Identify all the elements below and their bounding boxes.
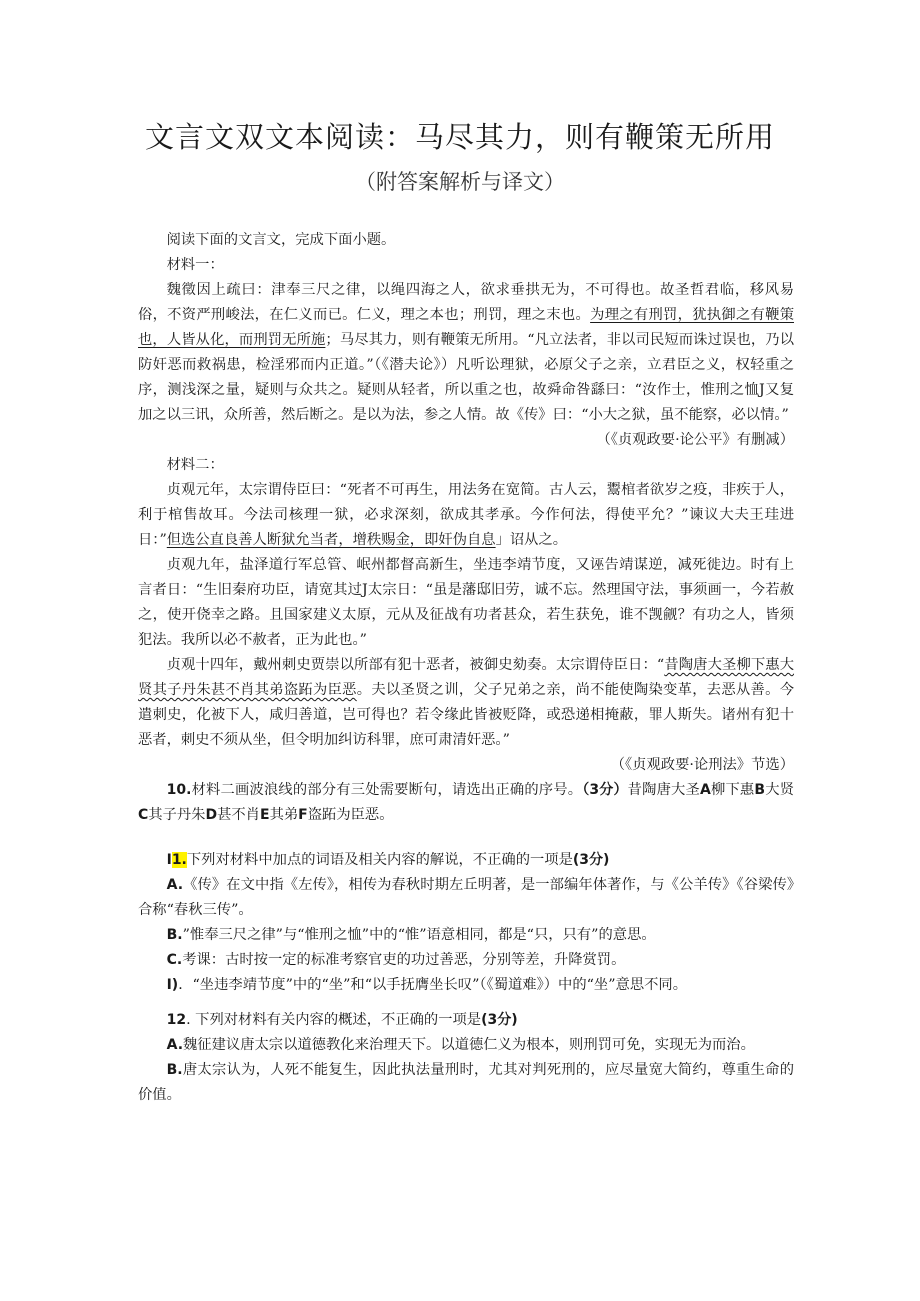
material1-source: （《贞观政要·论公平》有删减） [596,432,794,448]
q11-option-d: I)．“坐违李靖节度”中的“坐”和“以手抚膺坐长叹”（《蜀道难》）中的“坐”意思不同。 [166,977,688,993]
highlight-mark: 1. [171,852,187,868]
question-11: I1.下列对材料中加点的词语及相关内容的解说，不正确的一项是(3分) [166,852,610,868]
underlined-sentence: 为理之有刑罚，犹执御之有鞭策也，人皆从化，而刑罚无所施 [138,307,794,348]
q11-option-c: C.考课：古时按一定的标准考察官吏的功过善恶，分别等差，升降赏罚。 [166,952,626,968]
material1-heading: 材料一： [166,257,224,273]
q11-option-b: B.”惟奉三尺之律”与“惟刑之恤”中的“惟”语意相同，都是“只，只有”的意思。 [166,927,656,943]
page-subtitle: （附答案解析与译文） [355,170,565,194]
material2-heading: 材料二： [166,457,224,473]
material1-paragraph: 魏徵因上疏曰：津奉三尺之律，以绳四海之人，欲求垂拱无为，不可得也。故圣哲君临，移风易俗，不资严刑峻法，在仁义而已。仁义，理之本也；刑罚，理之末也。为理之有刑罚，犹执御之有鞭策也，人皆从化，而刑罚无所施；马尽其力，则有鞭策无所用。“凡立法者，非以司民短而诛过误也，乃以防奸恶而救祸患，检淫邪而内正道。”（《潜夫论》）凡听讼理狱，必原父子之亲，立君臣之义，权轻重之序，测浅深之量，疑则与众共之。疑则从轻者，所以重之也，故舜命咎繇曰：“汝作士，惟刑之恤J又复加之以三讯，众所善，然后断之。是以为法，参之人情。故《传》曰：“小大之狱，虽不能察，必以情。” [138,282,795,423]
document-body [138,228,794,1108]
material2-paragraph-1: 贞观元年，太宗谓侍臣曰：“死者不可再生，用法务在宽简。古人云，鬻棺者欲岁之疫，非疾于人，利于棺售故耳。今法司核理一狱，必求深刻，欲成其孝承。今作何法，得使平允？”谏议大夫王珪进日：”但选公直良善人断狱允当者，增秩赐金，即奸伪自息」诏从之。 [138,482,794,548]
q11-option-a: A.《传》在文中指《左传》，相传为春秋时期左丘明著，是一部编年体著作，与《公羊传》《谷梁传》合称“春秋三传”。 [138,877,794,918]
intro-instruction: 阅读下面的文言文，完成下面小题。 [166,232,396,248]
question-12: 12. 下列对材料有关内容的概述，不正确的一项是(3分) [166,1012,518,1028]
wavy-underlined-sentence: 昔陶唐大圣柳下惠大贤其子丹朱甚不肖其弟盗跖为臣恶 [138,657,795,698]
material2-source: （《贞观政要·论刑法》节选） [610,757,794,773]
question-10: 10.材料二画波浪线的部分有三处需要断句，请选出正确的序号。（3分）昔陶唐大圣A柳下惠B大贤C其子丹朱D甚不肖E其弟F盗跖为臣恶。 [138,782,795,823]
q12-option-b: B.唐太宗认为，人死不能复生，因此执法量刑时，尤其对判死刑的，应尽量宽大简约，尊重生命的价值。 [138,1062,794,1103]
page-title: 文言文双文本阅读：马尽其力，则有鞭策无所用 [144,120,775,154]
underlined-sentence: 但选公直良善人断狱允当者，增秩赐金，即奸伪自息 [166,532,496,548]
q12-option-a: A.魏征建议唐太宗以道德教化来治理天下。以道德仁义为根本，则刑罚可免，实现无为而治。 [166,1037,755,1053]
material2-paragraph-3: 贞观十四年，戴州刺史贾崇以所部有犯十恶者，被御史劾奏。太宗谓侍臣日：“昔陶唐大圣柳下惠大贤其子丹朱甚不肖其弟盗跖为臣恶。夫以圣贤之训，父子兄弟之亲，尚不能使陶染变革，去恶从善。今遣刺史，化被下人，咸归善道，岂可得也？若令缘此皆被贬降，或恐递相掩蔽，罪人斯失。诸州有犯十恶者，刺史不须从坐，但令明加纠访科罪，庶可肃清奸恶。” [138,657,795,748]
material2-paragraph-2: 贞观九年，盐泽道行军总管、岷州都督高新生，坐违李靖节度，又诬告靖谋逆，减死徙边。时有上言者日：“生旧秦府功臣，请宽其过J太宗日：“虽是藩邸旧劳，诚不忘。然理国守法，事须画一，今若赦之，使开侥幸之路。且国家建义太原，元从及征战有功者甚众，若生获免，谁不觊觎？有功之人，皆须犯法。我所以必不赦者，正为此也。” [138,557,794,648]
